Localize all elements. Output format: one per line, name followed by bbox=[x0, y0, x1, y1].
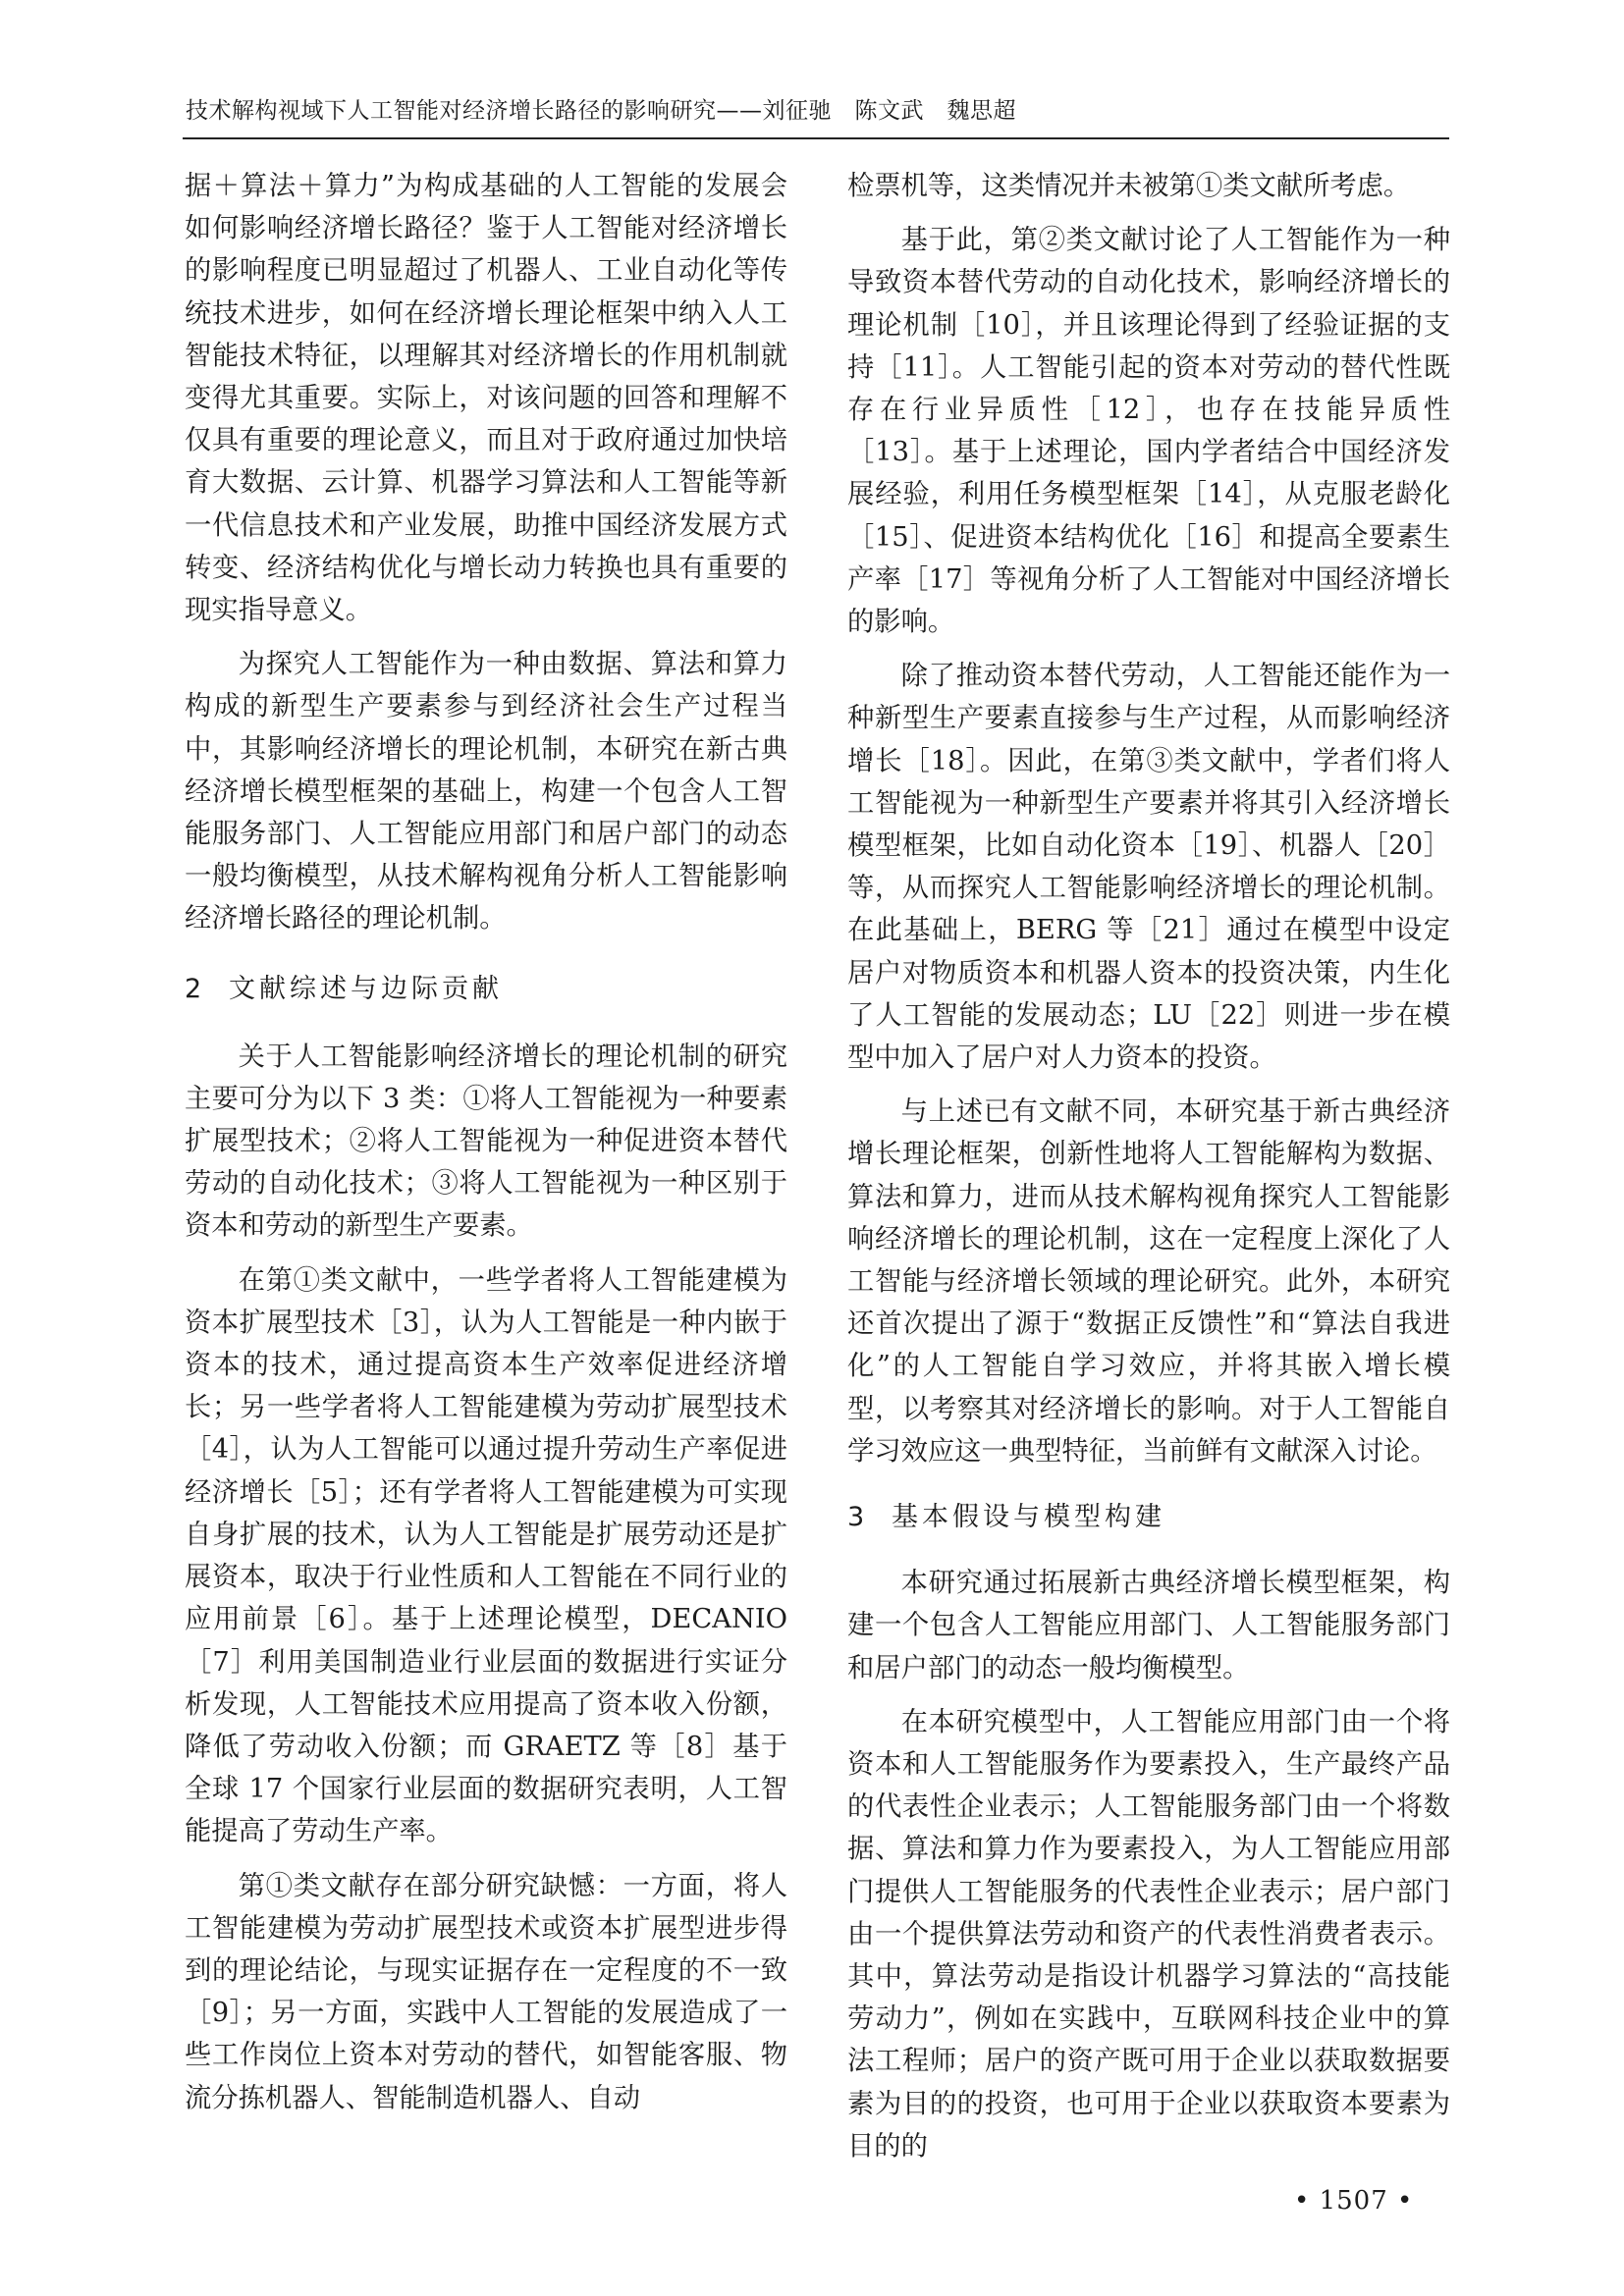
paragraph: 检票机等，这类情况并未被第①类文献所考虑。 bbox=[847, 171, 1411, 201]
section-heading-3 bbox=[847, 1496, 1450, 1538]
header-rule bbox=[183, 137, 1449, 139]
paragraph: 为探究人工智能作为一种由数据、算法和算力构成的新型生产要素参与到经济社会生产过程当中，其影响经济增长的理论机制，本研究在新古典经济增长模型框架的基础上，构建一个包含人工智能服务部门、人工智能应用部门和居户部门的动态一般均衡模型，从技术解构视角分析人工智能影响经济增长路径的理论机制。 bbox=[185, 649, 787, 934]
paragraph: 与上述已有文献不同，本研究基于新古典经济增长理论框架，创新性地将人工智能解构为数据、算法和算力，进而从技术解构视角探究人工智能影响经济增长的理论机制，这在一定程度上深化了人工智能与经济增长领域的理论研究。此外，本研究还首次提出了源于“数据正反馈性”和“算法自我进化”的人工智能自学习效应，并将其嵌入增长模型，以考察其对经济增长的影响。对于人工智能自学习效应这一典型特征，当前鲜有文献深入讨论。 bbox=[847, 1096, 1450, 1467]
paragraph: 第①类文献存在部分研究缺憾：一方面，将人工智能建模为劳动扩展型技术或资本扩展型进步得到的理论结论，与现实证据存在一定程度的不一致［9］；另一方面，实践中人工智能的发展造成了一些工作岗位上资本对劳动的替代，如智能客服、物流分拣机器人、智能制造机器人、自动 bbox=[185, 1870, 787, 2113]
paragraph: 基于此，第②类文献讨论了人工智能作为一种导致资本替代劳动的自动化技术，影响经济增长的理论机制［10］，并且该理论得到了经验证据的支持［11］。人工智能引起的资本对劳动的替代性既存在行业异质性［12］，也存在技能异质性［13］。基于上述理论，国内学者结合中国经济发展经验，利用任务模型框架［14］，从克服老龄化［15］、促进资本结构优化［16］和提高全要素生产率［17］等视角分析了人工智能对中国经济增长的影响。 bbox=[847, 225, 1450, 638]
section-heading-2 bbox=[185, 968, 787, 1010]
paragraph: 在本研究模型中，人工智能应用部门由一个将资本和人工智能服务作为要素投入，生产最终产品的代表性企业表示；人工智能服务部门由一个将数据、算法和算力作为要素投入，为人工智能应用部门提供人工智能服务的代表性企业表示；居户部门由一个提供算法劳动和资产的代表性消费者表示。其中，算法劳动是指设计机器学习算法的“高技能劳动力”，例如在实践中，互联网科技企业中的算法工程师；居户的资产既可用于企业以获取数据要素为目的的投资，也可用于企业以获取资本要素为目的的 bbox=[847, 1706, 1450, 2162]
paragraph: 除了推动资本替代劳动，人工智能还能作为一种新型生产要素直接参与生产过程，从而影响经济增长［18］。因此，在第③类文献中，学者们将人工智能视为一种新型生产要素并将其引入经济增长模型框架，比如自动化资本［19］、机器人［20］等，从而探究人工智能影响经济增长的理论机制。在此基础上，BERG 等［21］通过在模型中设定居户对物质资本和机器人资本的投资决策，内生化了人工智能的发展动态；LU［22］则进一步在模型中加入了居户对人力资本的投资。 bbox=[847, 661, 1450, 1074]
page-number: • 1507 • bbox=[1294, 2186, 1414, 2216]
running-header: 技术解构视域下人工智能对经济增长路径的影响研究——刘征驰 陈文武 魏思超 bbox=[186, 98, 1016, 124]
paragraph: 本研究通过拓展新古典经济增长模型框架，构建一个包含人工智能应用部门、人工智能服务部门和居户部门的动态一般均衡模型。 bbox=[847, 1568, 1450, 1683]
paragraph: 在第①类文献中，一些学者将人工智能建模为资本扩展型技术［3］，认为人工智能是一种内嵌于资本的技术，通过提高资本生产效率促进经济增长；另一些学者将人工智能建模为劳动扩展型技术［4］，认为人工智能可以通过提升劳动生产率促进经济增长［5］；还有学者将人工智能建模为可实现自身扩展的技术，认为人工智能是扩展劳动还是扩展资本，取决于行业性质和人工智能在不同行业的应用前景［6］。基于上述理论模型，DECANIO［7］利用美国制造业行业层面的数据进行实证分析发现，人工智能技术应用提高了资本收入份额，降低了劳动收入份额；而 GRAETZ 等［8］基于全球 17 个国家行业层面的数据研究表明，人工智能提高了劳动生产率。 bbox=[185, 1264, 787, 1847]
section-title: 文献综述与边际贡献 bbox=[229, 973, 503, 1004]
section-number: 2 bbox=[185, 973, 202, 1004]
paragraph: 关于人工智能影响经济增长的理论机制的研究主要可分为以下 3 类：①将人工智能视为一种要素扩展型技术；②将人工智能视为一种促进资本替代劳动的自动化技术；③将人工智能视为一种区别于资本和劳动的新型生产要素。 bbox=[185, 1041, 787, 1242]
section-title: 基本假设与模型构建 bbox=[892, 1502, 1165, 1533]
left-column bbox=[185, 165, 787, 2119]
paragraph: 据＋算法＋算力”为构成基础的人工智能的发展会如何影响经济增长路径？鉴于人工智能对经济增长的影响程度已明显超过了机器人、工业自动化等传统技术进步，如何在经济增长理论框架中纳入人工智能技术特征，以理解其对经济增长的作用机制就变得尤其重要。实际上，对该问题的回答和理解不仅具有重要的理论意义，而且对于政府通过加快培育大数据、云计算、机器学习算法和人工智能等新一代信息技术和产业发展，助推中国经济发展方式转变、经济结构优化与增长动力转换也具有重要的现实指导意义。 bbox=[185, 171, 787, 626]
right-column bbox=[847, 165, 1450, 2167]
section-number: 3 bbox=[847, 1502, 865, 1533]
